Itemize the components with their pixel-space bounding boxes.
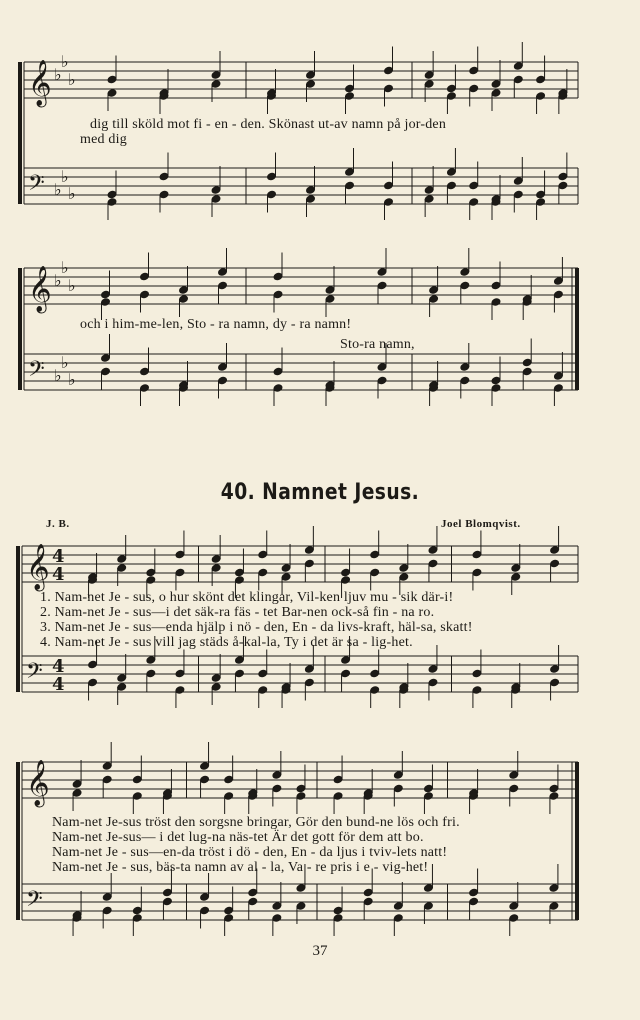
notehead [272,914,282,922]
notehead [341,656,351,664]
notehead [472,568,482,576]
notehead [491,80,501,88]
notehead [514,190,524,198]
lyric-line: och i him-me-len, Sto - ra namn, dy - ra namn! [80,317,352,332]
notehead [175,686,185,694]
notehead [399,564,409,572]
notehead [102,775,112,783]
notehead [235,656,245,664]
notehead [428,559,438,567]
notehead [424,784,434,792]
notehead [469,198,479,206]
verse-line: 1. Nam-net Je - sus, o hur skönt det klingar, Vil-ken ljuv mu - sik där-i! [40,590,454,605]
notehead [146,669,156,677]
notehead [536,190,546,198]
notehead [549,902,559,910]
flat-sign: ♭ [54,271,62,290]
notehead [554,277,564,285]
notehead [175,550,185,558]
notehead [536,75,546,83]
notehead [384,84,394,92]
notehead [159,190,169,198]
notehead [179,286,189,294]
notehead [211,674,221,682]
notehead [363,888,373,896]
notehead [384,198,394,206]
notehead [305,559,315,567]
system-brace [18,62,22,204]
notehead [469,897,479,905]
notehead [460,268,470,276]
notehead [550,665,560,673]
notehead [428,546,438,554]
lyricist-credit: J. B. [46,518,70,530]
notehead [88,678,98,686]
notehead [117,564,127,572]
notehead [224,775,234,783]
notehead [424,71,434,79]
verse-line: Nam-net Je-sus tröst den sorgsne bringar, Gör den bund-ne lös och fri. [52,815,460,830]
notehead [394,914,404,922]
notehead [447,92,457,100]
flat-sign: ♭ [68,276,76,295]
notehead [224,792,234,800]
notehead [306,195,316,203]
notehead [133,775,143,783]
time-signature: 4 [52,546,65,567]
notehead [200,775,210,783]
notehead [102,762,112,770]
notehead [306,186,316,194]
system-brace [16,546,20,692]
notehead [200,893,210,901]
notehead [447,168,457,176]
notehead [273,272,283,280]
notehead [211,195,221,203]
notehead [549,784,559,792]
notehead [159,172,169,180]
notehead [175,568,185,576]
notehead [472,669,482,677]
notehead [536,92,546,100]
notehead [101,354,111,362]
notehead [333,914,343,922]
verse-line: 4. Nam-net Je - sus vill jag städs å-kal-la, Ty i det är sa - lig-het. [40,635,413,650]
treble-clef: 𝄞 [26,760,50,806]
notehead [429,286,439,294]
notehead [325,295,335,303]
notehead [394,771,404,779]
notehead [472,686,482,694]
notehead [101,367,111,375]
notehead [272,902,282,910]
notehead [296,792,306,800]
notehead [140,367,150,375]
bass-clef: 𝄢 [28,171,45,201]
notehead [469,888,479,896]
notehead [394,784,404,792]
notehead [333,906,343,914]
notehead [267,190,277,198]
verse-line: Nam-net Je - sus, bäs-ta namn av al - la, Va - re pris i e - vig-het! [52,860,429,875]
flat-sign: ♭ [68,370,76,389]
notehead [491,298,501,306]
notehead [333,775,343,783]
notehead [424,195,434,203]
notehead [267,172,277,180]
flat-sign: ♭ [61,258,69,277]
notehead [522,367,532,375]
lyric-line: med dig [80,132,127,147]
verse-line: 2. Nam-net Je - sus—i det säk-ra fäs - tet Bar-nen ock-så fin - na ro. [40,605,435,620]
notehead [211,683,221,691]
bass-clef: 𝄢 [28,357,45,387]
notehead [511,564,521,572]
notehead [514,177,524,185]
notehead [424,80,434,88]
notehead [428,678,438,686]
notehead [509,771,519,779]
notehead [558,172,568,180]
notehead [102,906,112,914]
notehead [509,902,519,910]
notehead [296,902,306,910]
notehead [428,665,438,673]
notehead [554,384,564,392]
notehead [363,897,373,905]
notehead [536,198,546,206]
notehead [258,669,268,677]
notehead [102,893,112,901]
notehead [341,568,351,576]
time-signature: 4 [52,674,65,695]
notehead [224,906,234,914]
notehead [370,686,380,694]
notehead [491,89,501,97]
notehead [522,358,532,366]
notehead [163,888,173,896]
notehead [370,669,380,677]
system-brace [16,762,20,920]
notehead [140,290,150,298]
notehead [200,906,210,914]
notehead [377,376,387,384]
notehead [447,181,457,189]
notehead [218,281,228,289]
notehead [72,789,82,797]
composer-credit: Joel Blomqvist. [441,518,521,530]
flat-sign: ♭ [61,167,69,186]
notehead [509,914,519,922]
notehead [175,669,185,677]
notehead [384,66,394,74]
notehead [491,384,501,392]
notehead [345,181,355,189]
notehead [469,181,479,189]
notehead [140,272,150,280]
lyric-line: dig till sköld mot fi - en - den. Skönast ut-av namn på jor-den [90,117,447,132]
notehead [424,792,434,800]
notehead [377,268,387,276]
flat-sign: ♭ [54,65,62,84]
notehead [305,678,315,686]
treble-clef: 𝄞 [28,60,52,106]
notehead [370,568,380,576]
flat-sign: ♭ [68,70,76,89]
bass-clef: 𝄢 [26,887,43,917]
notehead [424,902,434,910]
notehead [146,656,156,664]
notehead [107,190,117,198]
notehead [281,573,291,581]
notehead [460,363,470,371]
notehead [399,573,409,581]
notehead [179,295,189,303]
treble-clef: 𝄞 [26,544,50,590]
notehead [117,555,127,563]
notehead [306,80,316,88]
page-number: 37 [312,943,328,959]
notehead [305,665,315,673]
notehead [248,897,258,905]
notehead [218,268,228,276]
notehead [472,550,482,558]
notehead [281,564,291,572]
notehead [384,181,394,189]
notehead [211,80,221,88]
flat-sign: ♭ [54,366,62,385]
notehead [211,186,221,194]
notehead [394,902,404,910]
notehead [200,762,210,770]
notehead [558,181,568,189]
notehead [370,550,380,558]
notehead [511,573,521,581]
flat-sign: ♭ [54,180,62,199]
notehead [72,780,82,788]
notehead [224,914,234,922]
notehead [296,884,306,892]
notehead [133,792,143,800]
notehead [341,669,351,677]
notehead [377,363,387,371]
notehead [273,290,283,298]
notehead [514,62,524,70]
notehead [306,71,316,79]
notehead [460,281,470,289]
flat-sign: ♭ [61,52,69,71]
notehead [146,568,156,576]
notehead [550,559,560,567]
notehead [305,546,315,554]
notehead [429,295,439,303]
notehead [218,363,228,371]
notehead [107,89,117,97]
notehead [146,576,156,584]
notehead [325,286,335,294]
notehead [333,792,343,800]
notehead [163,897,173,905]
notehead [549,884,559,892]
time-signature: 4 [52,656,65,677]
notehead [424,186,434,194]
bass-clef: 𝄢 [26,659,43,689]
notehead [549,792,559,800]
notehead [514,75,524,83]
notehead [133,914,143,922]
notehead [140,384,150,392]
notehead [272,771,282,779]
notehead [101,298,111,306]
notehead [345,92,355,100]
notehead [469,66,479,74]
verse-line: Nam-net Je-sus— i det lug-na näs-tet Är det gott för dem att bo. [52,830,424,845]
notehead [218,376,228,384]
notehead [272,784,282,792]
system-brace [18,268,22,390]
treble-clef: 𝄞 [28,266,52,312]
notehead [424,884,434,892]
notehead [273,384,283,392]
notehead [550,546,560,554]
notehead [469,84,479,92]
notehead [258,686,268,694]
notehead [550,678,560,686]
notehead [248,888,258,896]
notehead [460,376,470,384]
notehead [211,71,221,79]
notehead [133,906,143,914]
notehead [273,367,283,375]
notehead [377,281,387,289]
notehead [491,376,501,384]
notehead [101,290,111,298]
flat-sign: ♭ [68,184,76,203]
notehead [345,84,355,92]
notehead [211,555,221,563]
hymn-title: 40. Namnet Jesus. [220,480,420,505]
time-signature: 4 [52,564,65,585]
notehead [258,568,268,576]
notehead [341,576,351,584]
verse-line: 3. Nam-net Je - sus—enda hjälp i nö - den, En - da livs-kraft, häl-sa, skatt! [40,620,473,635]
notehead [258,550,268,558]
notehead [447,84,457,92]
notehead [554,372,564,380]
notehead [235,576,245,584]
notehead [88,660,98,668]
flat-sign: ♭ [61,353,69,372]
notehead [107,75,117,83]
notehead [509,784,519,792]
notehead [117,683,127,691]
verse-line: Nam-net Je - sus—en-da tröst i dö - den, En - da ljus i tviv-lets natt! [52,845,448,860]
notehead [296,784,306,792]
notehead [235,568,245,576]
notehead [345,168,355,176]
lyric-line: Sto-ra namn, [340,337,415,352]
notehead [491,281,501,289]
notehead [235,669,245,677]
notehead [211,564,221,572]
notehead [107,198,117,206]
notehead [554,290,564,298]
notehead [117,674,127,682]
